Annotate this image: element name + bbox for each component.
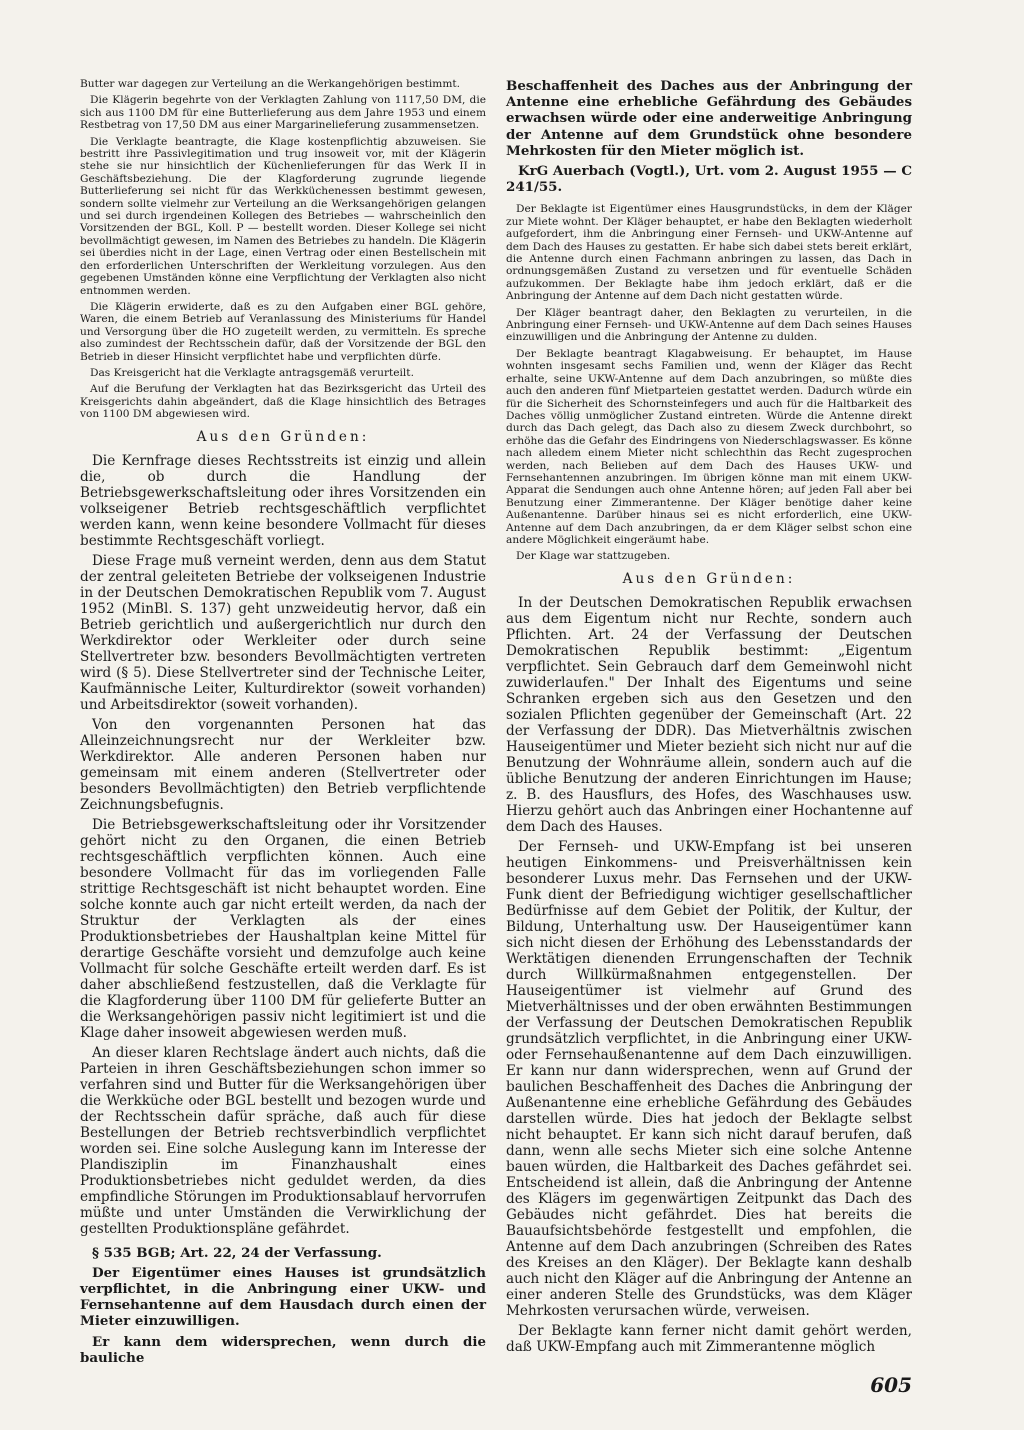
paragraph: Der Beklagte ist Eigentümer eines Hausgrundstücks, in dem der Kläger zur Miete wohnt. Der Kläger behauptet, er habe den Beklagten wiederholt aufgefordert, ihm die Anbringung einer Fernseh- und UKW-Antenne auf dem Dach des Hauses zu gestatten. Er habe sich dabei stets bereit erklärt, die Antenne durch einen Fachmann anbringen zu lassen, das Dach in ordnungsgemäßen Zustand zu versetzen und für eventuelle Schäden aufzukommen. Der Beklagte habe ihm jedoch erklärt, daß er die Anbringung der Antenne auf dem Dach nicht gestatten würde. [506,203,912,303]
right-column [506,78,912,1359]
paragraph: In der Deutschen Demokratischen Republik erwachsen aus dem Eigentum nicht nur Rechte, sondern auch Pflichten. Art. 24 der Verfassung der Deutschen Demokratischen Republik bestimmt: „Eigentum verpflichtet. Sein Gebrauch darf dem Gemeinwohl nicht zuwiderlaufen." Der Inhalt des Eigentums und seine Schranken ergeben sich aus den Gesetzen und den sozialen Pflichten gegenüber der Gemeinschaft (Art. 22 der Verfassung der DDR). Das Mietverhältnis zwischen Hauseigentümer und Mieter bezieht sich nicht nur auf die Benutzung der Wohnräume allein, sondern auch auf die übliche Benutzung der anderen Einrichtungen im Hause; z. B. des Hausflurs, des Hofes, des Waschhauses usw. Hierzu gehört auch das Anbringen einer Hochantenne auf dem Dach des Hauses. [506,594,912,835]
court-citation: KrG Auerbach (Vogtl.), Urt. vom 2. August 1955 — C 241/55. [506,163,912,196]
paragraph: Diese Frage muß verneint werden, denn aus dem Statut der zentral geleiteten Betriebe der volkseigenen Industrie in der Deutschen Demokratischen Republik vom 7. August 1952 (MinBl. S. 137) geht unzweideutig hervor, daß ein Betrieb gerichtlich und außergerichtlich nur durch den Werkdirektor oder Werkleiter oder durch seine Stellvertreter bzw. besonders Bevollmächtigten vertreten wird (§ 5). Diese Stellvertreter sind der Technische Leiter, Kaufmännische Leiter, Kulturdirektor (soweit vorhanden) und Arbeitsdirektor (soweit vorhanden). [80,552,486,713]
paragraph: Von den vorgenannten Personen hat das Alleinzeichnungsrecht nur der Werkleiter bzw. Werkdirektor. Alle anderen Personen haben nur gemeinsam mit einem anderen (Stellvertreter oder besonders Bevollmächtigten) den Betrieb verpflichtende Zeichnungsbefugnis. [80,716,486,813]
paragraph: Die Betriebsgewerkschaftsleitung oder ihr Vorsitzender gehört nicht zu den Organen, die einen Betrieb rechtsgeschäftlich verpflichten können. Auch eine besondere Vollmacht für das im vorliegenden Falle strittige Rechtsgeschäft ist nicht behauptet worden. Eine solche konnte auch gar nicht erteilt werden, da nach der Struktur der Verklagten als der eines Produktionsbetriebes der Haushaltplan keine Mittel für derartige Geschäfte vorsieht und demzufolge auch keine Vollmacht für solche Geschäfte erteilt werden darf. Es ist daher abschließend festzustellen, daß die Verklagte für die Klagforderung über 1100 DM für gelieferte Butter an die Werksangehörigen passiv nicht legitimiert ist und die Klage daher insoweit abgewiesen werden muß. [80,816,486,1041]
paragraph: Die Verklagte beantragte, die Klage kostenpflichtig abzuweisen. Sie bestritt ihre Passivlegitimation und trug insoweit vor, mit der Klägerin stehe sie nur hinsichtlich der Küchenlieferungen für das Werk II in Geschäftsbeziehung. Die der Klagforderung zugrunde liegende Butterlieferung sei nicht für das Werkküchenessen bestimmt gewesen, sondern sollte vielmehr zur Verteilung an die Werksangehörigen gelangen und sei durch irgendeinen Kollegen des Betriebes — wahrscheinlich den Vorsitzenden der BGL, Koll. P — bestellt worden. Dieser Kollege sei nicht bevollmächtigt gewesen, im Namen des Betriebes zu handeln. Die Klägerin sei überdies nicht in der Lage, einen Vertrag oder einen Bestellschein mit den erforderlichen Unterschriften der Werkleitung vorzulegen. Aus den gegebenen Umständen könne eine Verpflichtung der Verklagten also nicht entnommen werden. [80,135,486,297]
headnote-continued: Beschaffenheit des Daches aus der Anbringung der Antenne eine erhebliche Gefährdung des Gebäudes erwachsen würde oder eine anderweitige Anbringung der Antenne auf dem Grundstück ohne besondere Mehrkosten für den Mieter möglich ist. [506,78,912,159]
law-reference: § 535 BGB; Art. 22, 24 der Verfassung. [92,1244,382,1261]
section-heading: Aus den Gründen: [196,428,370,445]
left-column [80,78,486,1370]
paragraph: Der Klage war stattzugeben. [516,550,671,563]
headnote: Der Eigentümer eines Hauses ist grundsätzlich verpflichtet, in die Anbringung einer UKW- und Fernsehantenne auf dem Hausdach durch einen der Mieter einzuwilligen. [80,1264,486,1330]
paragraph: Der Beklagte kann ferner nicht damit gehört werden, daß UKW-Empfang auch mit Zimmerantenne möglich [506,1322,912,1355]
paragraph: Butter war dagegen zur Verteilung an die Werkangehörigen bestimmt. [80,78,460,90]
paragraph: Das Kreisgericht hat die Verklagte antragsgemäß verurteilt. [90,366,414,379]
paragraph: Die Klägerin begehrte von der Verklagten Zahlung von 1117,50 DM, die sich aus 1100 DM für eine Butterlieferung aus dem Jahre 1953 und einem Restbetrag von 17,50 DM aus einer Margarinelieferung zusammensetzen. [80,94,486,132]
paragraph: Die Kernfrage dieses Rechtsstreits ist einzig und allein die, ob durch die Handlung der Betriebsgewerkschaftsleitung oder ihres Vorsitzenden ein volkseigener Betrieb rechtsgeschäftlich verpflichtet werden kann, wenn keine besondere Vollmacht für dieses bestimmte Rechtsgeschäft vorliegt. [80,452,486,549]
section-heading: Aus den Gründen: [622,570,796,587]
paragraph: Der Beklagte beantragt Klagabweisung. Er behauptet, im Hause wohnten insgesamt sechs Familien und, wenn der Kläger das Recht erhalte, seine UKW-Antenne auf dem Dach anzubringen, so müßte dies auch den anderen fünf Mietparteien gestattet werden. Dadurch würde ein für die Sicherheit des Schornsteinfegers und auch für die Haltbarkeit des Daches völlig unmöglicher Zustand eintreten. Würde die Antenne direkt durch das Dach gelegt, das Dach also zu diesem Zweck durchbohrt, so erhöhe das die Gefahr des Eindringens von Niederschlagswasser. Es könne nach alledem einem Mieter nicht schlechthin das Recht zugesprochen werden, nach Belieben auf dem Dach des Hauses UKW- und Fernsehantennen anzubringen. Im übrigen könne man mit einem UKW-Apparat die Sendungen auch ohne Antenne hören; auf jeden Fall aber bei Benutzung einer Zimmerantenne. Der Kläger benötige daher keine Außenantenne. Darüber hinaus sei es nicht erforderlich, eine UKW-Antenne auf dem Dach anzubringen, da er dem Kläger selbst schon eine andere Möglichkeit eingeräumt habe. [506,347,912,546]
headnote: Er kann dem widersprechen, wenn durch die bauliche [80,1333,486,1366]
paragraph: An dieser klaren Rechtslage ändert auch nichts, daß die Parteien in ihren Geschäftsbeziehungen schon immer so verfahren sind und Butter für die Werksangehörigen über die Werkküche oder BGL bestellt und bezogen wurde und der Rechtsschein dafür spräche, daß auch für diese Bestellungen der Betrieb rechtsverbindlich verpflichtet worden sei. Eine solche Auslegung kann im Interesse der Plandisziplin im Finanzhaushalt eines Produktionsbetriebes nicht geduldet werden, da dies empfindliche Störungen im Produktionsablauf hervorrufen müßte und unter Umständen die Verwirklichung der gestellten Produktionspläne gefährdet. [80,1044,486,1237]
page-number: 605 [870,1373,912,1397]
paragraph: Die Klägerin erwiderte, daß es zu den Aufgaben einer BGL gehöre, Waren, die einem Betrieb auf Veranlassung des Ministeriums für Handel und Versorgung über die HO zugeteilt werden, zu vermitteln. Es spreche also zumindest der Rechtsschein dafür, daß der Vorsitzende der BGL den Betrieb in dieser Hinsicht verpflichtet habe und verpflichten dürfe. [80,300,486,363]
paragraph: Der Fernseh- und UKW-Empfang ist bei unseren heutigen Einkommens- und Preisverhältnissen kein besonderer Luxus mehr. Das Fernsehen und der UKW-Funk dient der Befriedigung wichtiger gesellschaftlicher Bedürfnisse auf dem Gebiet der Politik, der Kultur, der Bildung, Unterhaltung usw. Der Hauseigentümer kann sich nicht diesen der Erhöhung des Lebensstandards der Werktätigen dienenden Errungenschaften der Technik durch Willkürmaßnahmen entgegenstellen. Der Hauseigentümer ist vielmehr auf Grund des Mietverhältnisses und der oben erwähnten Bestimmungen der Verfassung der Deutschen Demokratischen Republik grundsätzlich verpflichtet, in die Anbringung einer UKW- oder Fernsehaußenantenne auf dem Dach einzuwilligen. Er kann nur dann widersprechen, wenn auf Grund der baulichen Beschaffenheit des Daches die Anbringung der Außenantenne eine erhebliche Gefährdung des Gebäudes darstellen würde. Dies hat jedoch der Beklagte selbst nicht behauptet. Er kann sich nicht darauf berufen, daß dann, wenn alle sechs Mieter sich eine solche Antenne bauen würden, die Haltbarkeit des Daches gefährdet sei. Entscheidend ist allein, daß die Anbringung der Antenne des Klägers im gegenwärtigen Zeitpunkt das Dach des Gebäudes nicht gefährdet. Dies hat bereits die Bauaufsichtsbehörde festgestellt und empfohlen, die Antenne auf dem Dach anzubringen (Schreiben des Rates des Kreises an den Kläger). Der Beklagte kann deshalb auch nicht den Kläger auf die Anbringung der Antenne an einer anderen Stelle des Grundstücks, was dem Kläger Mehrkosten verursachen würde, verweisen. [506,838,912,1319]
paragraph: Auf die Berufung der Verklagten hat das Bezirksgericht das Urteil des Kreisgerichts dahin abgeändert, daß die Klage hinsichtlich des Betrages von 1100 DM abgewiesen wird. [80,383,486,421]
paragraph: Der Kläger beantragt daher, den Beklagten zu verurteilen, in die Anbringung einer Fernseh- und UKW-Antenne auf dem Dach seines Hauses einzuwilligen und die Anbringung der Antenne zu dulden. [506,306,912,344]
